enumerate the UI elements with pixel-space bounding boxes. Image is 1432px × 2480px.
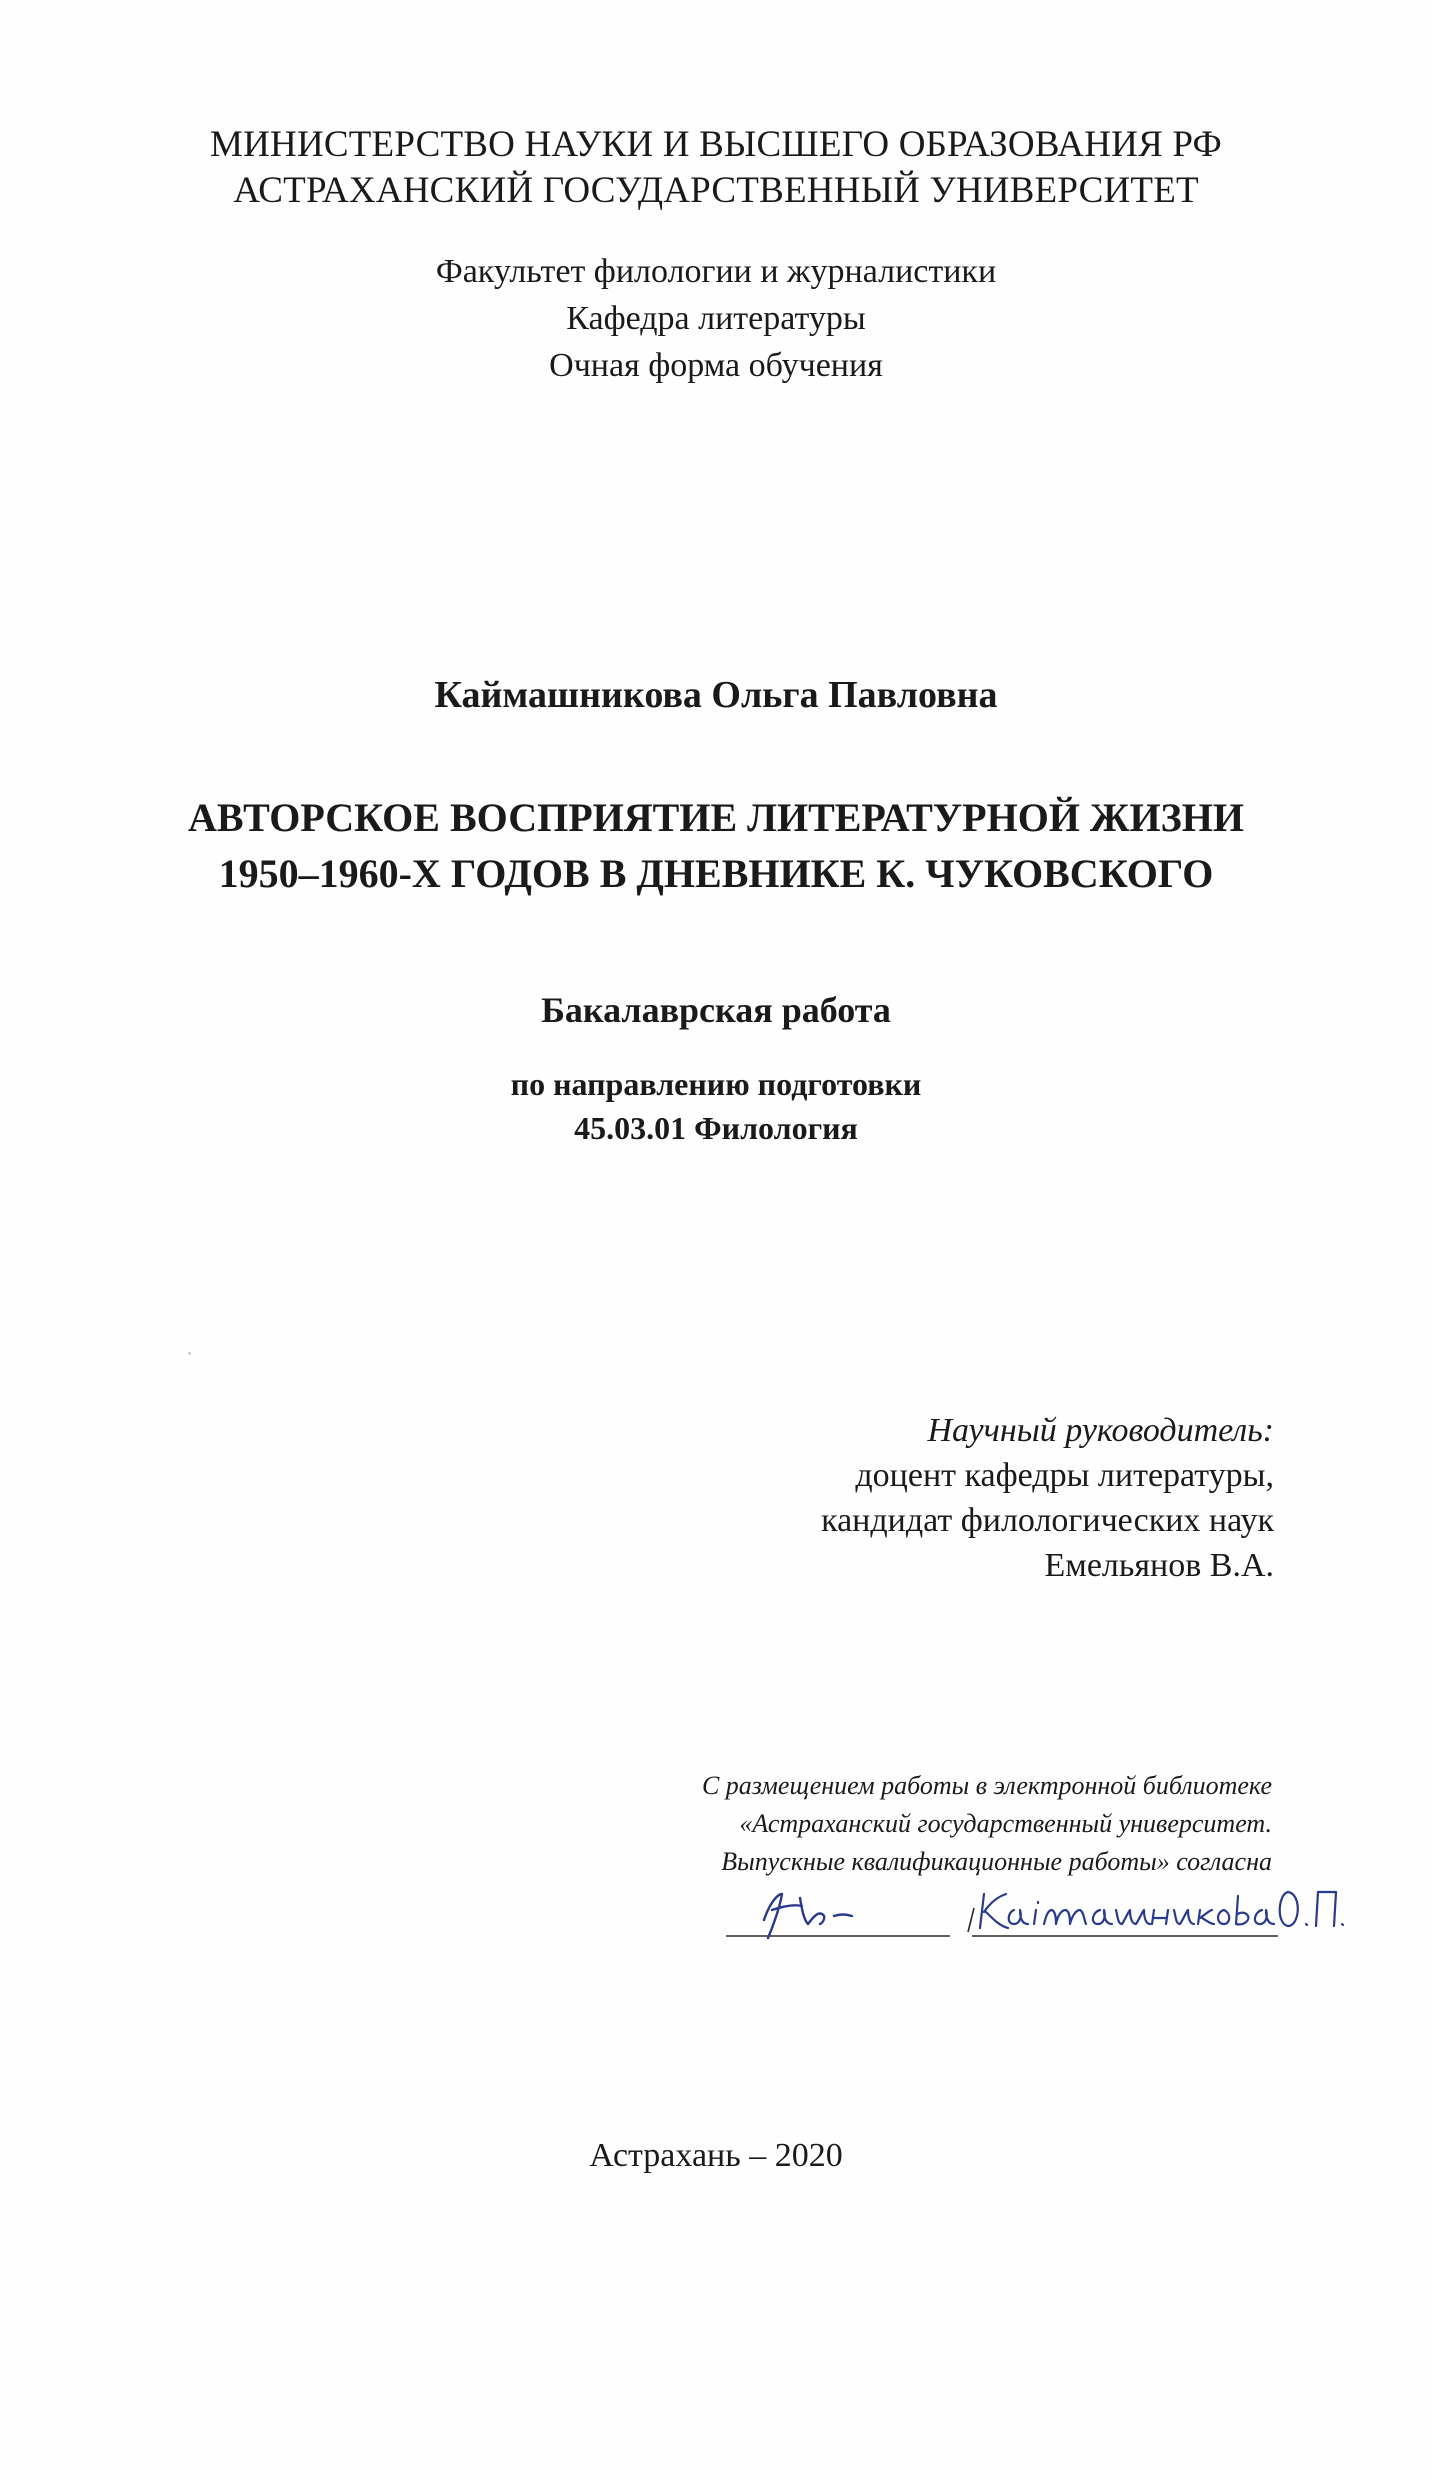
chair-name: Кафедра литературы [566, 300, 866, 337]
supervisor-block [821, 1408, 1274, 1588]
signature-area [722, 1880, 1382, 1970]
work-type: Бакалаврская работа [541, 990, 891, 1030]
consent-line-3: Выпускные квалификационные работы» согласна [721, 1847, 1272, 1876]
supervisor-name: Емельянов В.А. [1044, 1547, 1274, 1584]
city-year-block [0, 2134, 1432, 2178]
title-line-2: 1950–1960-Х ГОДОВ В ДНЕВНИКЕ К. ЧУКОВСКОГО [218, 851, 1214, 896]
supervisor-degree: кандидат филологических наук [821, 1502, 1274, 1539]
work-type-block [0, 988, 1432, 1032]
supervisor-position: доцент кафедры литературы, [855, 1457, 1274, 1494]
consent-line-2: «Астраханский государственный университет. [739, 1809, 1272, 1838]
direction-code: 45.03.01 Филология [574, 1110, 858, 1146]
scan-speck [188, 1352, 191, 1355]
direction-label: по направлению подготовки [510, 1066, 922, 1102]
direction-block [0, 1062, 1432, 1150]
ministry-name: МИНИСТЕРСТВО НАУКИ И ВЫСШЕГО ОБРАЗОВАНИЯ РФ [210, 124, 1222, 165]
university-name: АСТРАХАНСКИЙ ГОСУДАРСТВЕННЫЙ УНИВЕРСИТЕТ [233, 170, 1199, 211]
department-info [0, 248, 1432, 389]
thesis-title [0, 790, 1432, 902]
institution-header [0, 122, 1432, 214]
author-block [0, 672, 1432, 718]
title-line-1: АВТОРСКОЕ ВОСПРИЯТИЕ ЛИТЕРАТУРНОЙ ЖИЗНИ [188, 795, 1244, 840]
author-name: Каймашникова Ольга Павловна [434, 674, 998, 716]
faculty-name: Факультет филологии и журналистики [435, 253, 997, 290]
consent-block [702, 1767, 1272, 1881]
study-form: Очная форма обучения [549, 347, 883, 384]
supervisor-label: Научный руководитель: [927, 1412, 1274, 1449]
consent-line-1: С размещением работы в электронной библиотеке [701, 1771, 1272, 1800]
city-year: Астрахань – 2020 [589, 2137, 843, 2174]
signature-drawing [722, 1880, 1382, 1970]
